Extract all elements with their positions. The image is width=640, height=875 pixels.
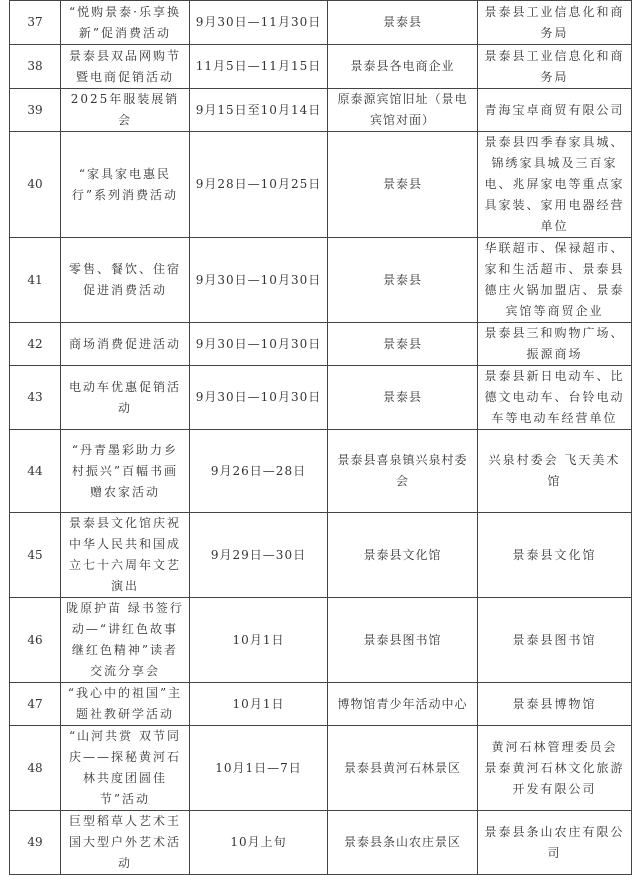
activity-date: 10月上旬 — [190, 811, 328, 875]
activity-organizer: 景泰县工业信息化和商务局 — [478, 1, 632, 45]
activity-date: 9月26日—28日 — [190, 430, 328, 513]
table-row — [10, 430, 632, 513]
activity-name: “悦购景泰·乐享换新”促消费活动 — [61, 1, 190, 45]
activity-venue: 景泰县 — [328, 132, 478, 238]
table-row — [10, 726, 632, 811]
table-row — [10, 238, 632, 323]
activity-venue: 景泰县 — [328, 323, 478, 366]
activity-venue: 景泰县喜泉镇兴泉村委会 — [328, 430, 478, 513]
activity-organizer: 黄河石林管理委员会 景泰黄河石林文化旅游开发有限公司 — [478, 726, 632, 811]
activity-date: 9月30日—10月30日 — [190, 366, 328, 430]
activity-organizer: 景泰县博物馆 — [478, 683, 632, 726]
row-number: 49 — [10, 811, 61, 875]
activity-name: “我心中的祖国”主题社教研学活动 — [61, 683, 190, 726]
activity-venue: 原泰源宾馆旧址（景电宾馆对面） — [328, 89, 478, 132]
activity-organizer: 青海宝卓商贸有限公司 — [478, 89, 632, 132]
activity-organizer: 景泰县文化馆 — [478, 513, 632, 598]
table-row — [10, 132, 632, 238]
row-number: 38 — [10, 45, 61, 89]
activity-organizer: 景泰县新日电动车、比德文电动车、台铃电动车等电动车经营单位 — [478, 366, 632, 430]
activity-venue: 景泰县黄河石林景区 — [328, 726, 478, 811]
activity-date: 10月1日—7日 — [190, 726, 328, 811]
activity-name: 2025年服装展销会 — [61, 89, 190, 132]
activity-organizer: 华联超市、保禄超市、家和生活超市、景泰县德庄火锅加盟店、景泰宾馆等商贸企业 — [478, 238, 632, 323]
row-number: 40 — [10, 132, 61, 238]
activity-name: 景泰县文化馆庆祝中华人民共和国成立七十六周年文艺演出 — [61, 513, 190, 598]
table-row — [10, 1, 632, 45]
row-number: 43 — [10, 366, 61, 430]
activity-date: 9月30日—10月30日 — [190, 238, 328, 323]
activity-date: 10月1日 — [190, 598, 328, 683]
row-number: 39 — [10, 89, 61, 132]
activity-name: “家具家电惠民行”系列消费活动 — [61, 132, 190, 238]
table-row — [10, 366, 632, 430]
table-row — [10, 323, 632, 366]
activity-name: 陇原护苗 绿书签行动—“讲红色故事 继红色精神”读者交流分享会 — [61, 598, 190, 683]
table-row — [10, 513, 632, 598]
row-number: 47 — [10, 683, 61, 726]
table-row — [10, 598, 632, 683]
activity-organizer: 景泰县条山农庄有限公司 — [478, 811, 632, 875]
row-number: 37 — [10, 1, 61, 45]
activity-venue: 景泰县条山农庄景区 — [328, 811, 478, 875]
activity-date: 11月5日—11月15日 — [190, 45, 328, 89]
activity-venue: 景泰县图书馆 — [328, 598, 478, 683]
activity-name: 零售、餐饮、住宿促进消费活动 — [61, 238, 190, 323]
activity-date: 9月28日—10月25日 — [190, 132, 328, 238]
activity-organizer: 景泰县工业信息化和商务局 — [478, 45, 632, 89]
activity-organizer: 景泰县图书馆 — [478, 598, 632, 683]
table-row — [10, 683, 632, 726]
activity-date: 10月1日 — [190, 683, 328, 726]
row-number: 45 — [10, 513, 61, 598]
activity-name: 巨型稻草人艺术王国大型户外艺术活动 — [61, 811, 190, 875]
row-number: 42 — [10, 323, 61, 366]
activity-venue: 景泰县文化馆 — [328, 513, 478, 598]
table-row — [10, 45, 632, 89]
activity-table — [9, 0, 632, 875]
activity-date: 9月15日至10月14日 — [190, 89, 328, 132]
activity-name: 商场消费促进活动 — [61, 323, 190, 366]
table-row — [10, 89, 632, 132]
row-number: 41 — [10, 238, 61, 323]
activity-venue: 景泰县 — [328, 366, 478, 430]
row-number: 48 — [10, 726, 61, 811]
activity-name: “山河共赏 双节同庆——探秘黄河石林共度团圆佳节”活动 — [61, 726, 190, 811]
row-number: 44 — [10, 430, 61, 513]
activity-date: 9月30日—10月30日 — [190, 323, 328, 366]
row-number: 46 — [10, 598, 61, 683]
activity-name: 景泰县双品网购节暨电商促销活动 — [61, 45, 190, 89]
activity-name: “丹青墨彩助力乡村振兴”百幅书画赠农家活动 — [61, 430, 190, 513]
activity-venue: 景泰县各电商企业 — [328, 45, 478, 89]
activity-venue: 博物馆青少年活动中心 — [328, 683, 478, 726]
activity-venue: 景泰县 — [328, 238, 478, 323]
activity-organizer: 兴泉村委会 飞天美术馆 — [478, 430, 632, 513]
activity-date: 9月30日—11月30日 — [190, 1, 328, 45]
activity-venue: 景泰县 — [328, 1, 478, 45]
activity-name: 电动车优惠促销活动 — [61, 366, 190, 430]
activity-organizer: 景泰县三和购物广场、振源商场 — [478, 323, 632, 366]
activity-organizer: 景泰县四季春家具城、锦绣家具城及三百家电、兆屏家电等重点家具家装、家用电器经营单位 — [478, 132, 632, 238]
activity-date: 9月29日—30日 — [190, 513, 328, 598]
